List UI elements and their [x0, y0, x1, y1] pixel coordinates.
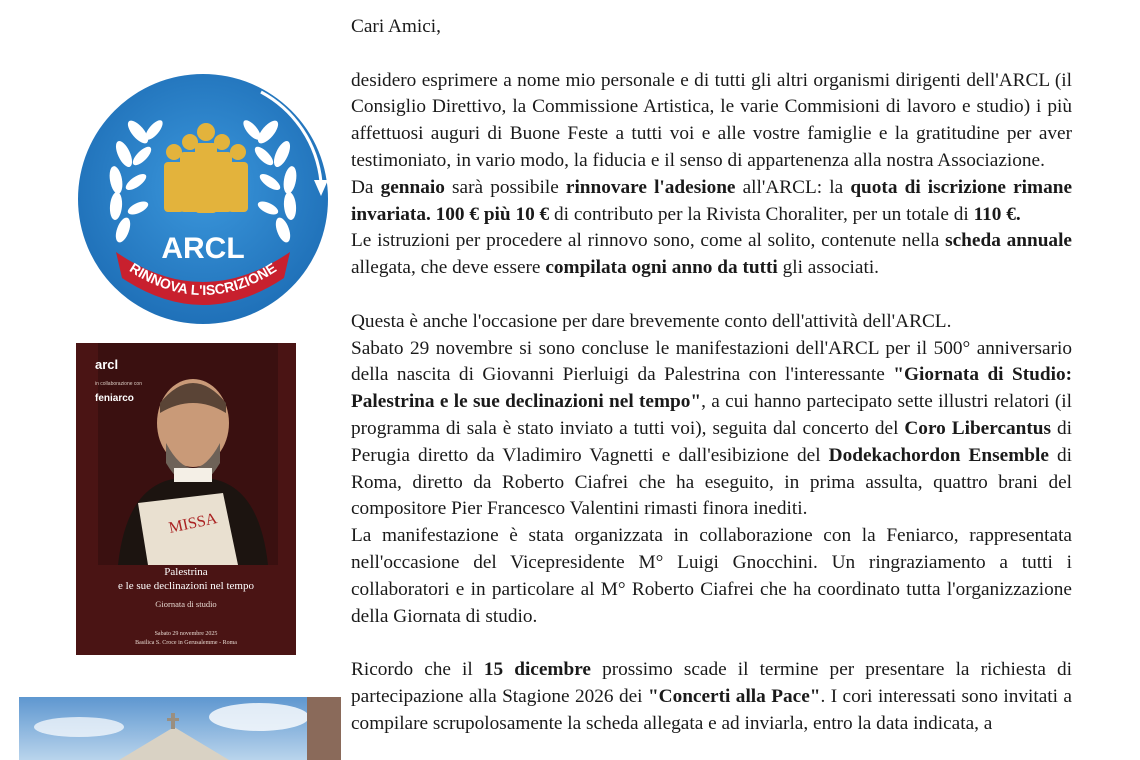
poster-feniarco-logo: feniarco	[95, 393, 134, 404]
paragraph-wishes: desidero esprimere a nome mio personale e di tutti gli altri organismi dirigenti dell'ARCL (il Consiglio Direttivo, la Commissione Artistica, le varie Commisioni di lavoro e studio) i più affettuosi auguri di Buone Feste a tutti voi e alle vostre famiglie e la gratitudine per aver testimoniato, in vario modo, la fiducia e il senso di appartenenza alla nostra Associazione.	[351, 69, 1072, 171]
paragraph-feniarco-thanks: La manifestazione è stata organizzata in collaborazione con la Feniarco, rappresentata nell'occasione del Vicepresidente M° Luigi Gnocchini. Un ringraziamento a tutti i collaboratori e in particolare al M° Roberto Ciafrei che ha coordinato tutta l'organizzazione della Giornata di studio.	[351, 525, 1072, 627]
paragraph-palestrina-event: Sabato 29 novembre si sono concluse le manifestazioni dell'ARCL per il 500° anniversario della nascita di Giovanni Pierluigi da Palestrina con l'interessante "Giornata di Studio: Palestrina e le sue declinazioni nel tempo", a cui hanno partecipato sette illustri relatori (il programma di sala è stato inviato a tutti voi), seguita dal concerto del Coro Libercantus di Perugia diretto da Vladimiro Vagnetti e dall'esibizione del Dodekachordon Ensemble di Roma, diretto da Roberto Ciafrei che ha eseguito, in prima assulta, quattro brani del compositore Pier Francesco Valentini rimasti finora inediti.	[351, 337, 1073, 520]
poster-collab-text: in collaborazione con	[95, 381, 142, 387]
paragraph-instructions: Le istruzioni per procedere al rinnovo sono, come al solito, contenute nella scheda annuale allegata, che deve essere compilata ogni anno da tutti gli associati.	[351, 230, 1072, 279]
poster-date: Sabato 29 novembre 2025 Basilica S. Croce in Gerusalemme - Roma	[135, 631, 237, 646]
badge-ribbon-text: RINNOVA L'ISCRIZIONE	[127, 259, 279, 299]
missa-book	[138, 493, 238, 565]
letter-body	[351, 14, 1072, 738]
paragraph-activity-intro: Questa è anche l'occasione per dare brevemente conto dell'attività dell'ARCL.	[351, 310, 952, 332]
palestrina-portrait	[98, 343, 278, 565]
church-photo	[19, 697, 341, 760]
church-photo-graphic	[19, 697, 341, 760]
paragraph-concerti-pace: Ricordo che il 15 dicembre prossimo scade il termine per presentare la richiesta di partecipazione alla Stagione 2026 dei "Concerti alla Pace". I cori interessati sono invitati a compilare scrupolosamente la scheda allegata e ad inviarla, entro la data indicata, a	[351, 659, 1072, 734]
svg-text:MISSA: MISSA	[167, 510, 219, 537]
palestrina-poster	[76, 343, 296, 655]
poster-subtitle: Giornata di studio	[155, 599, 217, 609]
badge-name: ARCL	[161, 232, 245, 265]
arcl-renewal-badge	[76, 72, 330, 326]
paragraph-membership-fee: Da gennaio sarà possibile rinnovare l'adesione all'ARCL: la quota di iscrizione rimane invariata. 100 € più 10 € di contributo per la Rivista Choraliter, per un totale di 110 €.	[351, 176, 1073, 225]
greeting: Cari Amici,	[351, 16, 441, 37]
arcl-badge-graphic	[76, 72, 330, 326]
poster-title: Palestrina e le sue declinazioni nel tempo	[118, 566, 254, 592]
poster-arcl-logo: arcl	[95, 357, 119, 372]
